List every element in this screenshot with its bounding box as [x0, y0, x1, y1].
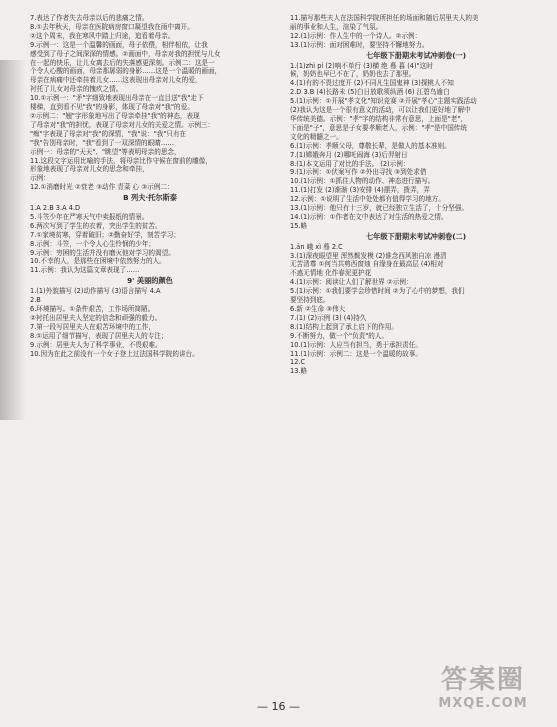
- text-line: 7.①家境贫寒，穿着破旧；②勤奋好学，刻苦学习；: [30, 230, 180, 239]
- text-line: 了母亲对"我"的担忧，表现了母亲对儿女的关爱之情。示例三：: [30, 120, 215, 129]
- text-line: 形象地表现了母亲对儿女的思念和牵挂，: [30, 165, 149, 174]
- text-line: 8.(1)本文运用了对比的手法。 (2)示例：: [290, 159, 410, 168]
- text-line: 丽的事业和人生，渲染了气氛。: [290, 22, 383, 31]
- text-line: 感受到了母子之间深深的情感。②画面中，母亲对我的担忧与儿女: [30, 49, 221, 58]
- text-line: 衬托了儿女对母亲的愧疚之情。: [30, 85, 123, 94]
- text-line: 7.(1) (2)示例 (3) (4)持久: [290, 313, 367, 322]
- text-line: 10.(1)示例：①抓住人物的动作、神态进行描写。: [290, 177, 435, 186]
- text-line: 要坚持到底。: [290, 296, 330, 305]
- text-line: 8.①去年秋天，母亲在医院病房窗口凝望我在雨中离开。: [30, 22, 194, 31]
- text-line: "痴"字表现了母亲对"我"的深情，"我"说："我"只有在: [30, 129, 187, 138]
- text-line: 示例一：母亲的"天天"、"眺望"等表明母亲的思念，: [30, 147, 181, 156]
- text-line: 13.略: [290, 367, 308, 376]
- text-line: "我"告别母亲时，"我"看到了一双深情的眼睛……: [30, 138, 175, 147]
- text-line: 华传统美德。示例："孝"字的结构非常有意思，上面是"老"，: [290, 114, 467, 123]
- text-line: 母亲在病痛中还牵挂着儿女……这表现出母亲对儿女的爱，: [30, 76, 202, 85]
- text-line: 6.新 ②生命 ③伟大: [290, 305, 346, 313]
- text-line: 候，奶奶也早已不在了，奶奶也去了那里。: [290, 70, 416, 79]
- text-line: 楼梯，直到看不见"我"的身影，体现了母亲对"我"的爱。: [30, 103, 194, 112]
- text-line: ②这个周末，我在寒风中踏上归途，追看着母亲。: [30, 31, 175, 40]
- text-line: 9.示例：居里夫人为了科学事业，不畏艰难。: [30, 340, 162, 349]
- text-line: 12.C: [290, 358, 306, 367]
- text-line: 8.①运用了细节描写，表现了居里夫人的专注；: [30, 331, 168, 340]
- watermark-cn: 答案圈: [440, 665, 525, 695]
- text-line: 15.略: [290, 221, 308, 230]
- watermark-logo: [423, 655, 543, 715]
- section-title: B 列夫·托尔斯泰: [123, 193, 177, 203]
- text-line: 9.不断努力，做一个"负责"的人。: [290, 331, 389, 340]
- text-line: 7.(1)嫦娥奔月 (2)哪吒闹海 (3)后羿射日: [290, 150, 408, 159]
- text-line: 4.(1)有的不畏过度开 (2)不同凡生国鬼神 (3)探桃人不知: [290, 79, 454, 88]
- text-line: 3.(1)深夜眼望里 浑然鬓发模 (2)谁念西风独自凉 漫清: [290, 251, 447, 260]
- text-line: 1.(1)zhì pí (2)响不单行 (3)横 绝 蓦 暮 (4)"这时: [290, 61, 433, 70]
- text-line: 示例：: [30, 174, 50, 183]
- text-line: 11.描写那些夫人在法国科学院所担任的场面和随后居里夫人的美: [290, 14, 479, 22]
- left-column: [30, 14, 270, 358]
- section-title: 七年级下册期末考试冲刺卷(一): [365, 50, 466, 60]
- text-line: 5.(1)示例：①开展"孝文化"知识竞赛 ②开展"孝心"主题实践活动: [290, 97, 477, 106]
- right-column: [290, 14, 542, 376]
- page-number: — 16 —: [257, 700, 300, 713]
- text-line: 不惑无情地 化作春泥更护花: [290, 269, 372, 278]
- text-line: 7.表达了作者失去母亲以后的悲痛之情。: [30, 14, 149, 22]
- text-line: 9.(1)示例：①伏案写作 ②外出寻找 ③到处求借: [290, 168, 427, 177]
- text-line: 11.(1)示例：示例二：这是一个温暖的故事。: [290, 349, 422, 358]
- text-line: 6.(1)示例：孝顺父母，尊敬长辈，是做人的基本准则。: [290, 141, 451, 150]
- text-line: 在一起的快乐，让儿女离去后的失落感更深刻。示例二：这是一: [30, 58, 215, 67]
- text-line: 11.示例：我认为这篇文章表现了……: [30, 266, 140, 275]
- text-line: 9.示例一：这是一个温馨的画面，母子依偎，相伴相依，让我: [30, 40, 208, 49]
- text-line: 2.D 3.B (4)长路未 (5)白日放歌须纵酒 (6) 江碧鸟逾白: [290, 88, 450, 97]
- text-line: 8.(1)结构上起到了承上启下的作用。: [290, 322, 398, 331]
- text-line: 10.①示例一："矛"字细致地表现出母亲在一直目送"我"走下: [30, 94, 204, 103]
- text-line: 文化的精髓之一。: [290, 132, 343, 141]
- text-line: 9.示例：穷困的生活并没有磨灭他对学习的渴望。: [30, 248, 175, 257]
- text-line: 14.(1)示例：①作者在文中表达了对生活的热爱之情。: [290, 212, 448, 221]
- text-line: ②示例二："翘"字形象地写出了母亲牵挂"我"的神态，表现: [30, 111, 200, 120]
- text-line: 12.①消磨时光 ②衰老 ③动作 青菜 心 ③示例二：: [30, 183, 174, 192]
- section-title: 七年级下册期末考试冲刺卷(二): [365, 231, 466, 241]
- text-line: (2)我认为这是一个很有意义的活动，可以让我们更好地了解中: [290, 106, 471, 115]
- text-line: 13.(1)示例：他只有十三岁，就已经独立生活了，十分坚强。: [290, 204, 469, 213]
- section-title: 9' 美丽的颜色: [127, 276, 173, 286]
- text-line: 5.斗笠少年在严寒天气中卖报纸的情景。: [30, 212, 149, 221]
- text-line: 1.(1)外貌描写 (2)动作描写 (3)语言描写 4.A: [30, 287, 161, 296]
- text-line: 7.第一段写居里夫人在艰苦环境中的工作，: [30, 322, 155, 331]
- text-line: 4.(1)示例：阅读让人们了解世界 ②示例：: [290, 278, 413, 287]
- text-line: 下面是"子"，意思是子女要孝顺老人，示例："孝"是中国传统: [290, 123, 467, 132]
- text-line: 6.两次写到了学生的衣着，突出学生的贫苦。: [30, 221, 162, 230]
- text-line: 无苦清尊 ①何当共剪西窗烛 自缘身在最高层 (4)相对: [290, 260, 444, 269]
- watermark-en: MXQE.COM: [438, 696, 528, 711]
- text-line: 个令人心酸的画面，母亲那孱弱的身影……这是一个温暖的画面，: [30, 67, 222, 76]
- text-line: 1.ān 峨 xì 蓦 2.C: [290, 242, 343, 251]
- text-line: 11.这段文字运用比喻的手法，将母亲比作守候在窗前的雕像，: [30, 156, 212, 165]
- text-line: 10.因为在此之前没有一个女子登上过法国科学院的讲台。: [30, 349, 199, 358]
- text-line: 12.(1)示例：作人生中的一个诗人。②示例：: [290, 31, 422, 40]
- text-line: 2.B: [30, 296, 41, 305]
- text-line: 8.示例：斗笠，一个令人心生怜悯的少年；: [30, 239, 155, 248]
- text-line: ②衬托出居里夫人坚定的信念和顽强的毅力。: [30, 313, 162, 322]
- text-line: 1.A 2.B 3.A 4.D: [30, 204, 81, 213]
- text-line: 10.不幸的人，是那些在困境中依然努力的人。: [30, 257, 166, 266]
- text-line: 5.(1)示例：①我们要学会珍惜时间 ②为了心中的梦想，我们: [290, 287, 465, 296]
- text-line: 11.(1)打发 (2)渐渐 (3)安排 (4)摆弄，拨弄，弄: [290, 186, 430, 195]
- binding-shadow: [0, 60, 26, 420]
- text-line: 10.(1)示例：人应当有担当，勇于承担责任。: [290, 340, 422, 349]
- text-line: 6.环境描写。①条件艰苦，工作场所简陋。: [30, 305, 155, 313]
- text-line: 12.示例：①说明了生活中处处都有值得学习的地方。: [290, 195, 445, 204]
- text-line: 13.(1)示例：面对困难时，要坚持不懈地努力。: [290, 40, 429, 49]
